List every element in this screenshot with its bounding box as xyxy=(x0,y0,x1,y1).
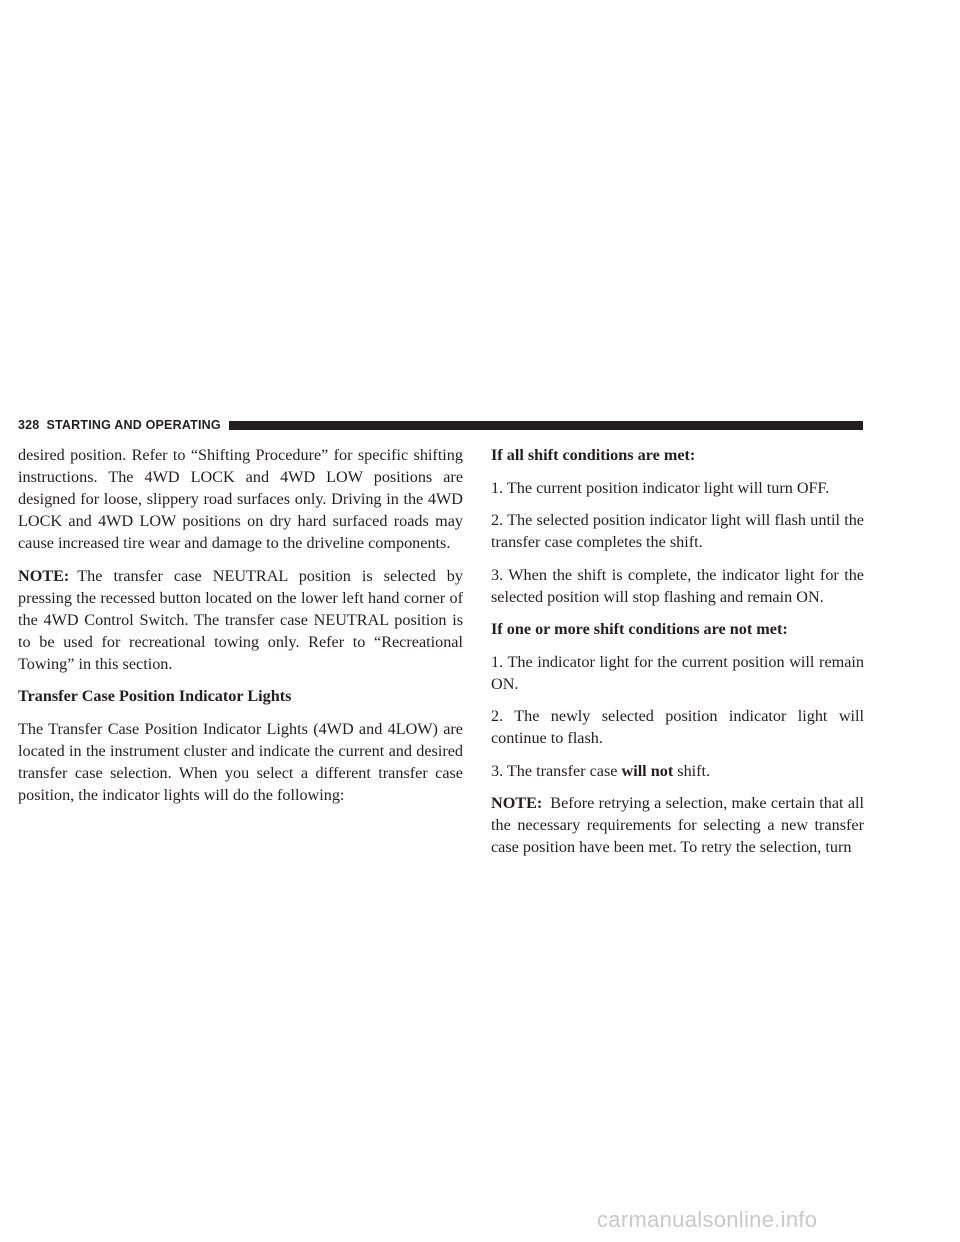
header-rule xyxy=(229,421,863,430)
page-header xyxy=(18,418,863,432)
note-label: NOTE: xyxy=(18,566,70,585)
note-text: Before retrying a selection, make certain that all the necessary requirements for selecting a new transfer case position have been met. To retry the selection, turn xyxy=(491,794,864,856)
note-retry-selection xyxy=(491,792,864,858)
left-column xyxy=(18,444,463,816)
heading-conditions-met: If all shift conditions are met: xyxy=(491,446,696,464)
emphasis-will-not: will not xyxy=(621,761,674,780)
right-column xyxy=(491,444,864,858)
paragraph-driving-positions: desired position. Refer to “Shifting Procedure” for specific shifting instructions. The 4WD LOCK and 4WD LOW positions are designed for loose, slippery road surfaces only. Driving in the 4WD LOCK and 4WD LOW positions on dry hard surfaced roads may cause increased tire wear and damage to the driveline components. xyxy=(18,446,463,552)
subheading-indicator-lights: Transfer Case Position Indicator Lights xyxy=(18,687,292,705)
section-title: STARTING AND OPERATING xyxy=(46,418,221,432)
list-item: 2. The newly selected position indicator light will continue to flash. xyxy=(491,707,864,747)
list-item: 1. The indicator light for the current position will remain ON. xyxy=(491,652,864,693)
note-text: The transfer case NEUTRAL position is selected by pressing the recessed button located on the lower left hand corner of the 4WD Control Switch. The transfer case NEUTRAL position is to be used for recreational towing only. Refer to “Recreational Towing” in this section. xyxy=(18,566,463,673)
list-item-text: 3. The transfer case xyxy=(491,761,618,780)
watermark: carmanualsonline.info xyxy=(597,1207,818,1232)
list-item: 2. The selected position indicator light will flash until the transfer case completes the shift. xyxy=(491,511,864,551)
paragraph-indicator-lights: The Transfer Case Position Indicator Lights (4WD and 4LOW) are located in the instrument cluster and indicate the current and desired transfer case selection. When you select a different transfer case position, the indicator lights will do the following: xyxy=(18,719,463,804)
list-item xyxy=(491,760,864,782)
page-number: 328 xyxy=(18,418,40,432)
list-item: 1. The current position indicator light will turn OFF. xyxy=(491,478,830,497)
list-item-text: shift. xyxy=(677,761,711,780)
note-label: NOTE: xyxy=(491,794,543,812)
note-neutral-position xyxy=(18,565,463,675)
heading-conditions-not-met: If one or more shift conditions are not met: xyxy=(491,620,788,638)
list-item: 3. When the shift is complete, the indicator light for the selected position will stop flashing and remain ON. xyxy=(491,565,864,606)
